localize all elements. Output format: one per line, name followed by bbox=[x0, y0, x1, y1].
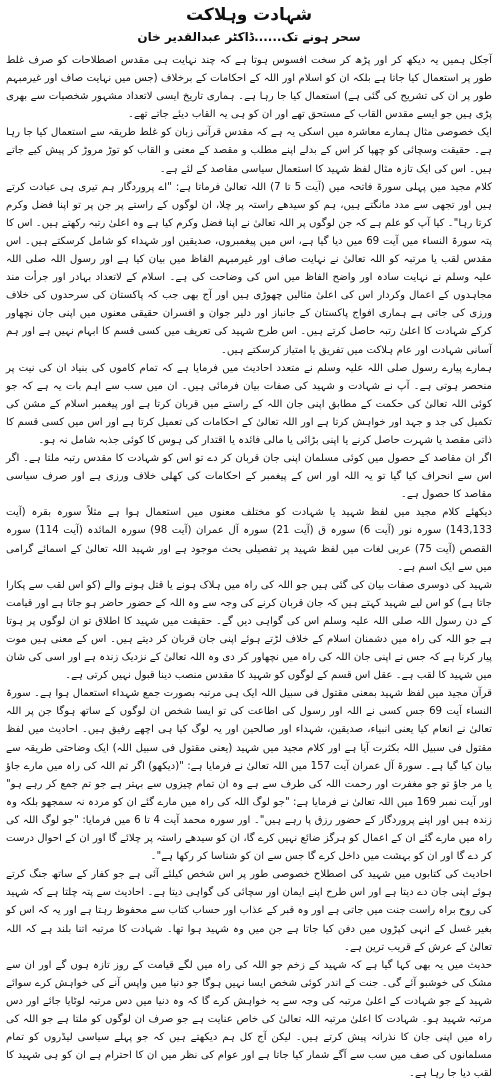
article-paragraph: شہید کی دوسری صفات بیان کی گئی ہیں جو اللہ کی راہ میں ہلاک ہونے یا قتل ہونے والے (کو اس لقب سے پکارا جاتا ہے) کو اس لیے شہید کہتے ہیں کہ جان قربان کرنے کی وجہ سے وہ اللہ کے حضور حاضر ہو جاتا ہے اور قیامت کے دن رسول اللہ صلی اللہ علیہ وسلم اس کی گواہی دیں گے۔ حقیقت میں شہید کا اطلاق تو ان لوگوں پر ہوتا ہے جو اللہ کی راہ میں دشمنان اسلام کے خلاف لڑتے ہوئے اپنی جان قربان کر دیتے ہیں۔ اس کے معنی ہیں موت پیار کرنا ہے کہ جس نے اپنی جان اللہ کی راہ میں نچھاور کر دی وہ اللہ تعالیٰ کے نزدیک زندہ ہے اور اسی کی شان میں شہید کا لقب ہے۔ عقل اس قسم کے لوگوں کو شہید کا مقدس منصب دینا قبول نہیں کرتی ہے۔ bbox=[6, 579, 492, 682]
article-paragraph: آجکل ہمیں یہ دیکھ کر اور پڑھ کر سخت افسوس ہوتا ہے کہ چند نہایت ہی مقدس اصطلاحات کو صرف غلط طور پر استعمال کیا جاتا ہے بلکہ ان کو اسلام اور اللہ کے احکامات کے برخلاف (جس میں نہایت صاف اور غیرمبہم طور پر ان کی تشریح کی گئی ہے) استعمال کیا جا رہا ہے۔ ہماری تاریخ ایسی لاتعداد مشہور شخصیات سے بھری پڑی ہیں جو ایسے مقدس القاب کے مستحق تھے اور ان کو ہی یہ القاب دیئے جاتے تھے۔ bbox=[6, 55, 492, 121]
article-paragraph: کلام مجید میں پہلی سورۃ فاتحہ میں (آیت 5 تا 7) اللہ تعالیٰ فرماتا ہے: "اے پروردگار ہم تیری ہی عبادت کرتے ہیں اور تجھی سے مدد مانگتے ہیں، ہم کو سیدھے راستہ پر چلا، ان لوگوں کے راستے پر جن پر تو اپنا فضل وکرم کرتا رہا"۔ کیا آپ کو علم ہے کہ جن لوگوں پر اللہ تعالیٰ نے اپنا فضل وکرم کیا ہے وہ اعلیٰ رتبہ رکھتے ہیں۔ اس کا پتہ سورۃ النساء میں آیت 69 میں دیا گیا ہے، اس میں پیغمبروں، صدیقین اور شہداء کو شامل کرسکتے ہیں۔ اس مقدس لقب یا مرتبہ کو اللہ تعالیٰ نے نہایت صاف اور غیرمبہم الفاظ میں بیان کیا ہے اور رسول اللہ صلی اللہ علیہ وسلم نے نہایت سادہ اور واضح الفاظ میں اس کی وضاحت کی ہے۔ اسلام کے لاتعداد بہادر اور جرأت مند مجاہدوں کے اعمال وکردار اس کی اعلیٰ مثالیں چھوڑی ہیں اور آج بھی جب کہ پاکستان کی سرحدوں کی خلاف ورزی کی جاتی ہے ہماری افواج پاکستان کے جانباز اور دلیر جوان و افسران حقیقی معنوں میں اپنی جان نچھاور کرکے شہادت کا اعلیٰ رتبہ حاصل کرتے ہیں۔ اس طرح شہید کی تعریف میں کسی قسم کا ابہام نہیں ہے اور ہم آسانی شہادت اور عام ہلاکت میں تفریق یا امتیاز کرسکتے ہیں۔ bbox=[6, 181, 493, 356]
article-paragraph: اگر ان مقاصد کے حصول میں کوئی مسلمان اپنی جان قربان کر دے تو اس کو شہادت کا مقدس رتبہ ملتا ہے۔ اگر اس سے انحراف کیا گیا تو یہ اللہ اور اس کے پیغمبر کے احکامات کی کھلی خلاف ورزی ہے اور صرف سیاسی مقاصد کا حصول ہے۔ bbox=[6, 453, 492, 501]
article-paragraph: احادیث کی کتابوں میں شہید کی اصطلاح خصوصی طور پر اس شخص کیلئے آئی ہے جو کفار کے ساتھ جنگ کرتے ہوئے اپنی جان دے دیتا ہے اور اس طرح اپنے ایمان اور سچائی کی گواہی دیتا ہے۔ احادیث سے پتہ چلتا ہے کہ شہید کی روح براہ راست جنت میں جاتی ہے اور وہ قبر کے عذاب اور حساب کتاب سے محفوظ رہتا ہے اور یہ کہ اس کو بغیر غسل کے انہی کپڑوں میں دفن کیا جاتا ہے جن میں وہ شہید ہوا تھا۔ شہادت کا مرتبہ اتنا بلند ہے کہ اللہ تعالیٰ کے عرش کے قریب ترین ہے۔ bbox=[6, 869, 492, 953]
article-paragraph: ایک خصوصی مثال ہمارے معاشرہ میں اسکی یہ ہے کہ مقدس قرآنی زبان کو غلط طریقہ سے استعمال کیا جا رہا ہے۔ حقیقت وسچائی کو چھپا کر اس کے بدلے اپنے مطلب و مقصد کے معنی و القاب کو توڑ مروڑ کر پیش کیے جاتے ہیں۔ اس کی ایک تازہ مثال لفظ شہید کا استعمال سیاسی مقاصد کے لئے ہے۔ bbox=[6, 127, 492, 175]
article-paragraph: ہمارے پیارے رسول صلی اللہ علیہ وسلم نے متعدد احادیث میں فرمایا ہے کہ تمام کاموں کی بنیاد ان کی نیت پر منحصر ہوتی ہے۔ آپ نے شہادت و شہید کی صفات بیان فرمائی ہیں۔ ان میں سب سے اہم بات یہ ہے کہ جو کوئی اللہ تعالیٰ کی حکمت کے مطابق اپنی جان اللہ کے راستے میں قربان کرتا ہے اور پیغمبر اسلام کے مشن کی تکمیل کی جد و جہد اور خواہش کرتا ہے اور اللہ تعالیٰ کے احکامات کی تعمیل کرتا ہے اور اس میں کسی قسم کا ذاتی مقصد یا شہرت حاصل کرنے یا اپنی بڑائی یا مالی فائدہ یا اقتدار کی ہوس کا کوئی جذبہ شامل نہ ہو۔ bbox=[6, 362, 492, 446]
article-byline: سحر ہونے تک......ڈاکٹر عبدالقدیر خان bbox=[137, 30, 361, 44]
article-body bbox=[6, 52, 492, 1083]
article-title: شہادت وہلاکت bbox=[185, 5, 313, 25]
article-paragraph: دیکھئے کلام مجید میں لفظ شہید یا شہادت کو مختلف معنوں میں استعمال ہوا ہے مثلاً سورہ بقرہ (آیت 143,133) سورہ نور (آیت 6) سورہ ق (آیت 21) سورہ آل عمران (آیت 98) سورہ المائدہ (آیت 114) سورہ القصص (آیت 75) عربی لغات میں لفظ شہید پر تفصیلی بحث موجود ہے اور شہید اللہ تعالیٰ کے اسمائے گرامی میں سے ایک اسم ہے۔ bbox=[6, 507, 492, 573]
article-paragraph: حدیث میں یہ بھی کہا گیا ہے کہ شہید کے زخم جو اللہ کی راہ میں لگے قیامت کے روز تازہ ہوں گے اور ان سے مشک کی خوشبو آئے گی۔ جنت کے اندر کوئی شخص ایسا نہیں ہوگا جو دنیا میں واپس آنے کی خواہش کرے سوائے شہید کے جو شہادت کے اعلیٰ مرتبہ کی وجہ سے یہ خواہش کرے گا کہ وہ دنیا میں دس مرتبہ لوٹایا جائے اور دس مرتبہ شہید ہو۔ شہادت کا اعلیٰ مرتبہ اللہ تعالیٰ کی خاص عنایت ہے جو صرف ان لوگوں کو ملتا ہے جو اللہ کی راہ میں اپنی جان کا نذرانہ پیش کرتے ہیں۔ لیکن آج کل ہم دیکھتے ہیں کہ جو پہلے سیاسی لیڈروں کو تمام مسلمانوں کی صف میں سب سے آگے شمار کیا جاتا ہے اور عوام کی نظر میں ان کا احترام ہے ان کو ہی شہید کا لقب دیا جا رہا ہے۔ bbox=[6, 959, 492, 1080]
article-paragraph: قرآن مجید میں لفظ شہید بمعنی مقتول فی سبیل اللہ ایک ہی مرتبہ بصورت جمع شہداء استعمال ہوا ہے۔ سورۃ النساء آیت 69 جس کسی نے اللہ اور رسول کی اطاعت کی تو ایسا شخص ان لوگوں کے ساتھ ہوگا جن پر اللہ تعالیٰ نے انعام کیا یعنی انبیاء، صدیقین، شہداء اور صالحین اور یہ لوگ کیا ہی اچھے رفیق ہیں۔ احادیث میں لفظ مقتول فی سبیل اللہ بکثرت آیا ہے اور کلام مجید میں شہید (یعنی مقتول فی سبیل اللہ) ایک وضاحتی طریقہ سے بیان کیا گیا ہے۔ سورۃ آل عمران آیت 157 میں اللہ تعالیٰ نے فرمایا ہے: "(دیکھو) اگر تم اللہ کی راہ میں مارے جاؤ یا مر جاؤ تو جو مغفرت اور رحمت اللہ کی طرف سے ہے وہ ان تمام چیزوں سے بہتر ہے جو تم جمع کر رہے ہو" اور آیت نمبر 169 میں اللہ تعالیٰ نے فرمایا ہے: "جو لوگ اللہ کی راہ میں مارے گئے ان کو مردہ نہ سمجھو بلکہ وہ زندہ ہیں اور اپنے پروردگار کے حضور رزق پا رہے ہیں"۔ اور سورہ محمد آیت 4 تا 6 میں فرمایا: "جو لوگ اللہ کی راہ میں مارے گئے ان کے اعمال کو ہرگز ضائع نہیں کرے گا، ان کو سیدھے راستہ پر چلائے گا اور ان کے احوال درست کر دے گا اور ان کو بہشت میں داخل کرے گا جس سے ان کو شناسا کر رکھا ہے"۔ bbox=[6, 688, 493, 863]
